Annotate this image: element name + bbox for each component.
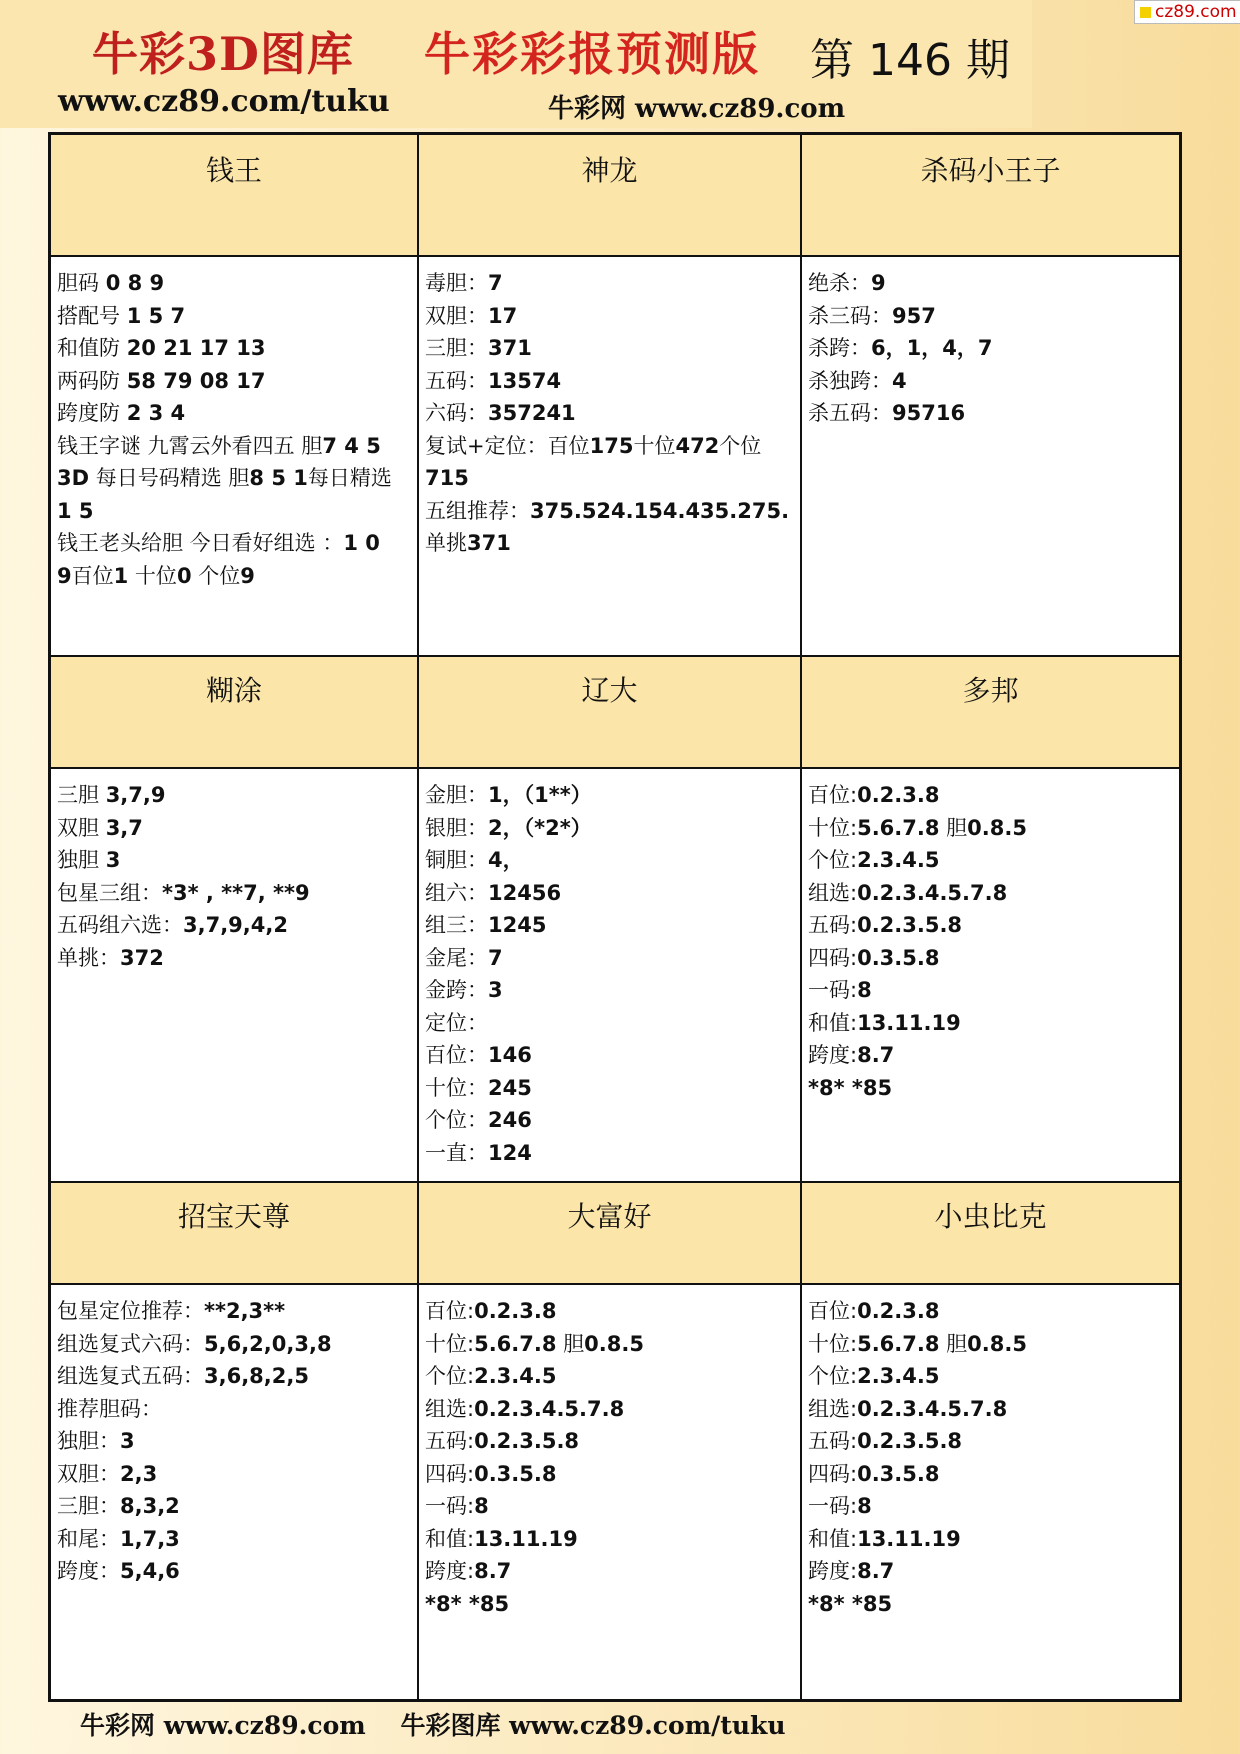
line-value: 13.11.19	[474, 1526, 578, 1551]
line-value: 3	[105, 848, 121, 872]
cell-line	[57, 1555, 413, 1588]
line-value: 0.8.5	[967, 815, 1027, 840]
grid-divider	[51, 255, 1179, 257]
line-value: *8* *85	[425, 1591, 510, 1616]
cell-line	[425, 1007, 796, 1040]
line-value: 0.2.3.8	[474, 1299, 557, 1323]
line-value: 715	[425, 466, 469, 490]
line-label: 组三：	[425, 913, 488, 937]
line-value: 372	[120, 945, 164, 970]
line-value: 8.7	[857, 1559, 895, 1583]
line-value: 5.6.7.8	[857, 1331, 940, 1356]
line-label: 组选复式五码：	[57, 1364, 204, 1388]
cell-line	[57, 430, 413, 463]
line-label: 定位：	[425, 1010, 488, 1035]
cell-line	[57, 267, 413, 300]
line-value: 5.6.7.8	[857, 815, 940, 840]
cell-line	[57, 560, 413, 593]
logo-square-icon	[1140, 7, 1151, 18]
line-value: 0.3.5.8	[857, 1461, 940, 1486]
line-label: 三胆：	[57, 1494, 120, 1518]
cell-line	[808, 974, 1175, 1007]
line-label: 个位:	[808, 1364, 858, 1388]
cell-line	[808, 1425, 1175, 1458]
cell-line	[425, 1393, 796, 1426]
line-value: 1，（1**）	[488, 783, 592, 807]
line-label: 包星三组：	[57, 880, 162, 905]
line-label: 个位	[191, 563, 241, 588]
line-value: *8* *85	[808, 1591, 893, 1616]
line-label: 跨度:	[808, 1559, 858, 1583]
line-value: 5,6,2,0,3,8	[204, 1331, 332, 1356]
line-label: 钱王字谜 九霄云外看四五 胆	[57, 433, 323, 458]
line-value: 5,4,6	[120, 1559, 180, 1583]
cell-line	[57, 812, 413, 845]
cell-line	[57, 462, 413, 495]
line-value: 0.8.5	[584, 1331, 644, 1356]
line-label: 杀三码：	[808, 303, 892, 328]
line-label: 毒胆：	[425, 271, 488, 295]
line-value: 4，	[488, 848, 524, 872]
line-value: 2，（*2*）	[488, 815, 592, 840]
cell-line	[57, 527, 413, 560]
line-label: 五码：	[425, 368, 488, 393]
cell-line	[808, 300, 1175, 333]
cell-line	[808, 909, 1175, 942]
line-label: 和值防	[57, 336, 127, 360]
cell-line	[808, 1393, 1175, 1426]
line-value: 8.7	[857, 1043, 895, 1067]
line-value: 2.3.4.5	[857, 1364, 940, 1388]
line-label: 和值:	[808, 1526, 858, 1551]
cell-line	[808, 779, 1175, 812]
cell-line	[808, 1072, 1175, 1105]
line-label: 胆码	[57, 271, 106, 295]
line-label: 复试+定位：百位	[425, 433, 590, 458]
line-label: 百位:	[808, 783, 858, 807]
line-value: 175	[589, 433, 634, 458]
cell-line	[808, 1555, 1175, 1588]
line-label: 个位:	[808, 848, 858, 872]
cell-line	[57, 397, 413, 430]
corner-logo-text: cz89.com	[1155, 2, 1237, 22]
cell-line	[57, 1360, 413, 1393]
cell-line	[425, 1458, 796, 1491]
grid-divider	[51, 655, 1179, 657]
line-value: 3D	[57, 466, 90, 490]
line-value: 3	[488, 978, 503, 1002]
corner-logo[interactable]	[1134, 0, 1240, 24]
cell-line	[57, 909, 413, 942]
cell-line	[57, 495, 413, 528]
line-label: 金胆：	[425, 783, 488, 807]
cell-line	[425, 1328, 796, 1361]
cell-line	[425, 1490, 796, 1523]
cell-body	[51, 769, 417, 1181]
cell-line	[808, 1458, 1175, 1491]
cell-line	[425, 1295, 796, 1328]
cell-line	[425, 1425, 796, 1458]
line-label: 百位:	[808, 1299, 858, 1323]
cell-line	[425, 1588, 796, 1621]
line-value: 1,7,3	[120, 1526, 180, 1551]
tuku-url[interactable]: www.cz89.com/tuku	[58, 84, 390, 119]
cell-title: 大富好	[419, 1181, 800, 1283]
line-value: 13574	[488, 368, 562, 393]
cell-line	[425, 942, 796, 975]
line-label: 铜胆：	[425, 848, 488, 872]
line-label: 十位	[128, 563, 177, 588]
line-label: 四码:	[808, 945, 858, 970]
cell-title: 糊涂	[51, 655, 417, 767]
cell-line	[57, 365, 413, 398]
cell-line	[808, 1360, 1175, 1393]
cell-line	[808, 877, 1175, 910]
cell-line	[57, 1458, 413, 1491]
line-value: 3,7	[105, 815, 143, 840]
cell-line	[425, 397, 796, 430]
line-label: 三胆：	[425, 336, 488, 360]
cell-line	[808, 942, 1175, 975]
line-value: 0.2.3.5.8	[474, 1429, 580, 1453]
cell-body	[419, 1285, 800, 1699]
line-value: 2,3	[120, 1461, 158, 1486]
line-label: 双胆：	[57, 1461, 120, 1486]
line-label: 独胆：	[57, 1429, 120, 1453]
line-value: 3,7,9,4,2	[183, 913, 288, 937]
cell-body	[802, 257, 1179, 655]
line-label: 跨度:	[425, 1559, 475, 1583]
grid-divider	[51, 1283, 1179, 1285]
cell-title: 钱王	[51, 135, 417, 255]
cell-line	[425, 1137, 796, 1170]
line-label: 组选:	[425, 1396, 475, 1421]
line-label: 五码组六选：	[57, 913, 183, 937]
line-label: 杀独跨：	[808, 368, 892, 393]
line-value: 2.3.4.5	[857, 848, 940, 872]
line-value: 5.6.7.8	[474, 1331, 557, 1356]
cell-line	[808, 397, 1175, 430]
cell-line	[57, 1393, 413, 1426]
line-label: 推荐胆码：	[57, 1396, 162, 1421]
line-value: 1 5	[57, 498, 94, 523]
line-label: 跨度:	[808, 1043, 858, 1067]
line-label: 钱王老头给胆 今日看好组选 ：	[57, 531, 344, 555]
line-value: 8.7	[474, 1559, 512, 1583]
line-label: 金尾：	[425, 945, 488, 970]
line-label: 个位：	[425, 1108, 488, 1132]
cell-line	[57, 1425, 413, 1458]
line-label: 五码:	[808, 913, 858, 937]
line-label: 胆	[939, 815, 968, 840]
cell-title: 杀码小王子	[802, 135, 1179, 255]
line-value: 58 79 08 17	[126, 368, 266, 393]
line-label: 五码:	[425, 1429, 475, 1453]
cell-line	[57, 942, 413, 975]
line-label: 单挑：	[57, 945, 120, 970]
cell-line	[57, 844, 413, 877]
line-label: 银胆：	[425, 815, 488, 840]
cell-body	[802, 1285, 1179, 1699]
line-value: 9	[240, 563, 255, 588]
line-label: 十位:	[425, 1331, 475, 1356]
line-value: 0.2.3.4.5.7.8	[474, 1396, 625, 1421]
line-label: 杀跨：	[808, 336, 871, 360]
line-label: 搭配号	[57, 303, 127, 328]
line-label: 和值:	[808, 1010, 858, 1035]
cell-line	[425, 844, 796, 877]
cell-line	[808, 1490, 1175, 1523]
line-label: 十位:	[808, 815, 858, 840]
line-label: 金跨：	[425, 978, 488, 1002]
cell-line	[808, 332, 1175, 365]
line-label: 双胆：	[425, 303, 488, 328]
cell-line	[425, 1104, 796, 1137]
line-value: 0.2.3.8	[857, 1299, 940, 1323]
line-value: 20 21 17 13	[126, 336, 266, 360]
cell-line	[808, 1295, 1175, 1328]
line-value: 8 5 1	[249, 466, 308, 490]
grid-divider	[417, 135, 419, 1699]
line-label: 三胆	[57, 783, 106, 807]
line-value: 9	[871, 271, 886, 295]
brand-title: 牛彩3D图库	[92, 27, 354, 81]
cell-line	[57, 332, 413, 365]
line-label: 一码:	[425, 1494, 475, 1518]
line-value: 357241	[488, 401, 576, 425]
line-value: 1 0	[343, 531, 380, 555]
cell-line	[425, 1039, 796, 1072]
grid-divider	[51, 1181, 1179, 1183]
line-value: 246	[488, 1108, 532, 1132]
line-value: 8	[857, 978, 872, 1002]
cell-line	[425, 909, 796, 942]
line-label: 组六：	[425, 880, 488, 905]
footer-site-link[interactable]: 牛彩网 www.cz89.com	[80, 1711, 366, 1740]
cell-title: 小虫比克	[802, 1181, 1179, 1283]
line-label: 胆	[556, 1331, 585, 1356]
line-label: 十位:	[808, 1331, 858, 1356]
line-label: 组选:	[808, 1396, 858, 1421]
grid-divider	[51, 767, 1179, 769]
cell-line	[808, 1039, 1175, 1072]
line-value: 146	[488, 1043, 532, 1067]
line-label: 一码:	[808, 1494, 858, 1518]
line-label: 每日精选	[307, 466, 392, 490]
cell-body	[51, 1285, 417, 1699]
line-value: 0.8.5	[967, 1331, 1027, 1356]
forecast-grid	[48, 132, 1182, 1702]
line-value: 0 8 9	[105, 271, 165, 295]
cell-title: 招宝天尊	[51, 1181, 417, 1283]
line-value: 9	[57, 563, 72, 588]
line-value: **2,3**	[204, 1299, 286, 1323]
cell-title: 辽大	[419, 655, 800, 767]
cell-line	[425, 1360, 796, 1393]
line-value: 3	[120, 1429, 135, 1453]
cell-line	[808, 1007, 1175, 1040]
line-value: *3* , **7, **9	[162, 880, 310, 905]
line-value: 13.11.19	[857, 1526, 961, 1551]
line-value: 245	[488, 1075, 532, 1100]
line-value: 6，1，4，7	[871, 336, 993, 360]
line-value: 957	[892, 303, 936, 328]
edition-title: 牛彩彩报预测版	[424, 27, 760, 81]
line-label: 个位:	[425, 1364, 475, 1388]
line-value: 371	[467, 531, 511, 555]
line-value: 13.11.19	[857, 1010, 961, 1035]
cell-line	[425, 877, 796, 910]
line-label: 五码:	[808, 1429, 858, 1453]
cell-line	[57, 1523, 413, 1556]
line-label: 单挑	[425, 531, 467, 555]
cell-line	[425, 1523, 796, 1556]
line-value: 95716	[892, 401, 966, 425]
line-label: 十位	[633, 433, 676, 458]
line-value: 472	[675, 433, 720, 458]
cell-line	[808, 365, 1175, 398]
line-value: 375.524.154.435.275.	[530, 498, 790, 523]
line-value: 0.3.5.8	[474, 1461, 557, 1486]
line-value: 2 3 4	[126, 401, 186, 425]
line-value: 8,3,2	[120, 1494, 180, 1518]
line-label: 和值:	[425, 1526, 475, 1551]
line-value: 8	[857, 1494, 872, 1518]
cell-line	[425, 365, 796, 398]
line-value: 3,6,8,2,5	[204, 1364, 309, 1388]
cell-line	[425, 300, 796, 333]
line-value: 7	[488, 271, 503, 295]
line-value: 0	[176, 563, 192, 588]
cell-line	[425, 1555, 796, 1588]
site-url[interactable]: 牛彩网 www.cz89.com	[548, 94, 846, 124]
line-value: 4	[892, 368, 907, 393]
line-label: 胆	[939, 1331, 968, 1356]
cell-line	[808, 1588, 1175, 1621]
line-value: 2.3.4.5	[474, 1364, 557, 1388]
line-label: 个位	[719, 433, 762, 458]
cell-line	[808, 812, 1175, 845]
line-label: 两码防	[57, 368, 127, 393]
line-value: 1 5 7	[126, 303, 186, 328]
line-value: 12456	[488, 880, 562, 905]
issue-number: 第 146 期	[810, 35, 1010, 86]
cell-line	[425, 974, 796, 1007]
line-label: 百位	[71, 563, 114, 588]
cell-body	[802, 769, 1179, 1181]
line-value: 17	[488, 303, 518, 328]
cell-line	[808, 267, 1175, 300]
line-label: 独胆	[57, 848, 106, 872]
cell-line	[425, 462, 796, 495]
line-label: 每日号码精选 胆	[89, 466, 250, 490]
line-value: 8	[474, 1494, 489, 1518]
line-label: 四码:	[808, 1461, 858, 1486]
line-label: 百位:	[425, 1299, 475, 1323]
line-value: 0.2.3.5.8	[857, 913, 963, 937]
cell-title: 多邦	[802, 655, 1179, 767]
line-value: 3,7,9	[105, 783, 166, 807]
line-value: 1	[113, 563, 129, 588]
line-label: 一直：	[425, 1140, 488, 1165]
footer-tuku-link[interactable]: 牛彩图库 www.cz89.com/tuku	[400, 1711, 786, 1740]
cell-line	[425, 779, 796, 812]
cell-body	[51, 257, 417, 655]
cell-line	[425, 812, 796, 845]
cell-line	[425, 267, 796, 300]
line-value: 0.2.3.8	[857, 783, 940, 807]
cell-line	[425, 332, 796, 365]
line-value: 0.3.5.8	[857, 945, 940, 970]
line-label: 绝杀：	[808, 271, 871, 295]
cell-line	[57, 1295, 413, 1328]
line-label: 包星定位推荐：	[57, 1299, 204, 1323]
line-label: 十位：	[425, 1075, 488, 1100]
line-value: 0.2.3.4.5.7.8	[857, 1396, 1008, 1421]
line-label: 五组推荐：	[425, 498, 530, 523]
cell-body	[419, 769, 800, 1181]
cell-line	[57, 1328, 413, 1361]
line-value: 124	[488, 1140, 532, 1165]
cell-body	[419, 257, 800, 655]
cell-line	[425, 1072, 796, 1105]
line-label: 六码：	[425, 401, 488, 425]
cell-line	[57, 1490, 413, 1523]
line-label: 四码:	[425, 1461, 475, 1486]
cell-line	[808, 1328, 1175, 1361]
line-label: 跨度：	[57, 1559, 120, 1583]
cell-line	[425, 527, 796, 560]
line-value: 7 4 5	[322, 433, 381, 458]
line-value: 1245	[488, 913, 547, 937]
line-value: 0.2.3.4.5.7.8	[857, 880, 1008, 905]
cell-line	[57, 877, 413, 910]
cell-line	[425, 430, 796, 463]
line-value: 0.2.3.5.8	[857, 1429, 963, 1453]
cell-line	[57, 779, 413, 812]
line-value: 7	[488, 945, 503, 970]
cell-line	[808, 844, 1175, 877]
cell-line	[57, 300, 413, 333]
line-value: *8* *85	[808, 1075, 893, 1100]
footer	[80, 1706, 812, 1742]
cell-line	[425, 495, 796, 528]
grid-divider	[800, 135, 802, 1699]
line-label: 组选复式六码：	[57, 1331, 204, 1356]
cell-title: 神龙	[419, 135, 800, 255]
line-label: 百位：	[425, 1043, 488, 1067]
line-label: 组选:	[808, 880, 858, 905]
line-value: 371	[488, 336, 532, 360]
line-label: 杀五码：	[808, 401, 892, 425]
cell-line	[808, 1523, 1175, 1556]
line-label: 跨度防	[57, 401, 127, 425]
line-label: 一码:	[808, 978, 858, 1002]
line-label: 双胆	[57, 815, 106, 840]
line-label: 和尾：	[57, 1526, 120, 1551]
